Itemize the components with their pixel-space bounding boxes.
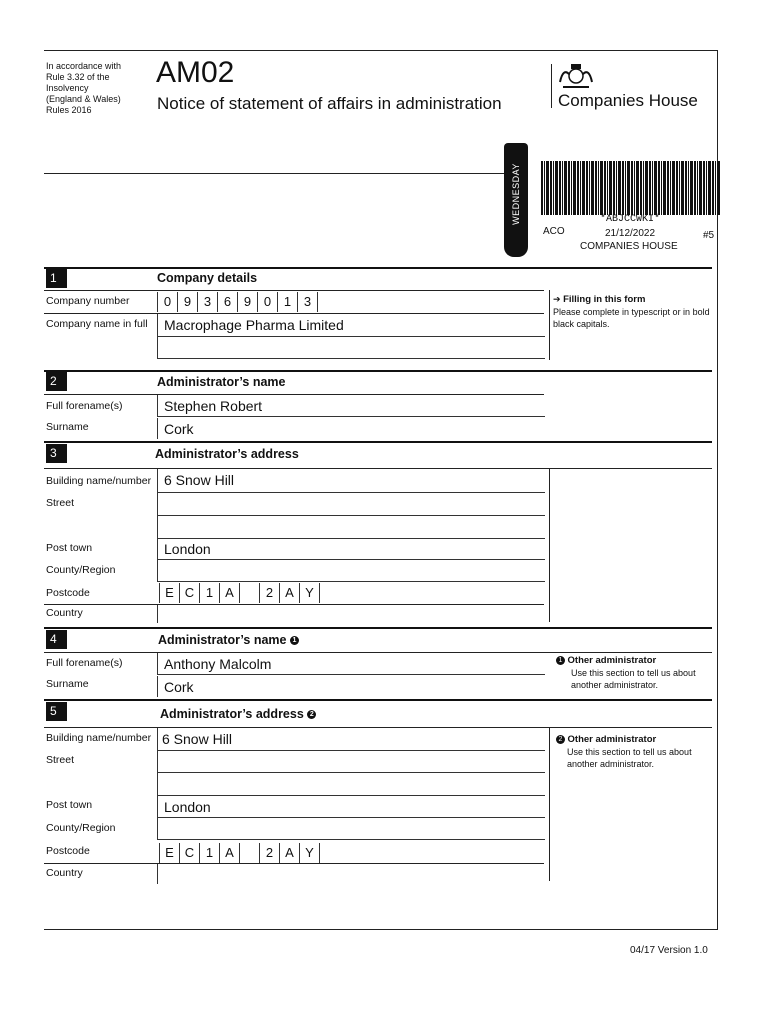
- county-field-2[interactable]: [157, 818, 545, 840]
- postcode-char: 1: [199, 843, 219, 863]
- country-field[interactable]: [157, 605, 545, 623]
- section-3-note-divider: [549, 468, 550, 622]
- street-field-4[interactable]: [157, 773, 545, 796]
- street-field[interactable]: [157, 493, 545, 516]
- country-label-2: Country: [46, 867, 83, 879]
- postcode-field-2[interactable]: [159, 843, 320, 863]
- section-2-title: Administrator’s name: [157, 375, 286, 389]
- county-label-2: County/Region: [46, 822, 116, 834]
- surname-field-2[interactable]: [157, 676, 545, 697]
- section-3-title: Administrator’s address: [155, 447, 299, 461]
- street-label-2: Street: [46, 754, 75, 766]
- forename-label-2: Full forename(s): [46, 657, 123, 669]
- section-2-rule: [44, 370, 712, 372]
- town-label-2: Post town: [46, 799, 93, 811]
- barcode-id: *ABJCCWKI*: [600, 214, 661, 225]
- company-name-field-2[interactable]: [157, 337, 545, 359]
- section-4-title: [158, 633, 299, 647]
- section-3-number: 3: [46, 444, 67, 463]
- company-number-digit: 3: [297, 292, 318, 312]
- section-1-rule: [44, 267, 712, 269]
- authority-name: Companies House: [558, 91, 698, 110]
- section-4-rule: [44, 627, 712, 629]
- other-admin-note-1-text: Use this section to tell us about another administrator.: [571, 668, 696, 690]
- section-2-number: 2: [46, 372, 67, 391]
- postcode-char: [239, 583, 259, 603]
- town-value-2: London: [164, 799, 211, 815]
- company-name-field[interactable]: [157, 314, 545, 337]
- day-stamp-text: WEDNESDAY: [511, 163, 521, 225]
- surname-label-2: Surname: [46, 678, 89, 690]
- town-value: London: [164, 541, 211, 557]
- surname-label: Surname: [46, 421, 89, 433]
- stamp-office: ACO: [543, 226, 565, 237]
- section-5-title: [160, 707, 316, 721]
- town-label: Post town: [46, 542, 93, 554]
- postcode-char: A: [279, 583, 299, 603]
- company-number-digit: 1: [277, 292, 297, 312]
- company-number-digit: 9: [237, 292, 257, 312]
- rule-note: In accordance with Rule 3.32 of the Insolvency (England & Wales) Rules 2016: [46, 61, 122, 115]
- building-field-2[interactable]: [157, 728, 545, 751]
- company-number-digit: 6: [217, 292, 237, 312]
- section-5-title-text: Administrator’s address: [160, 707, 304, 721]
- postcode-char: 2: [259, 583, 279, 603]
- company-name-value: Macrophage Pharma Limited: [164, 317, 344, 333]
- company-number-digit: 0: [257, 292, 277, 312]
- arrow-right-icon: ➔: [553, 294, 561, 304]
- forename-value: Stephen Robert: [164, 398, 263, 414]
- other-admin-note-2-text: Use this section to tell us about another administrator.: [567, 747, 692, 769]
- section-5-number: 5: [46, 702, 67, 721]
- info-icon: 2: [307, 710, 316, 719]
- section-5-rule: [44, 699, 712, 701]
- day-stamp: [504, 143, 528, 257]
- info-icon: 1: [556, 656, 565, 665]
- county-label: County/Region: [46, 564, 116, 576]
- other-admin-note-1-title: Other administrator: [567, 655, 657, 666]
- section-4-title-text: Administrator’s name: [158, 633, 287, 647]
- top-border: [44, 50, 718, 51]
- postcode-char: 1: [199, 583, 219, 603]
- postcode-char: Y: [299, 583, 320, 603]
- form-title: Notice of statement of affairs in administration: [157, 94, 502, 113]
- town-field[interactable]: [157, 539, 545, 560]
- note-divider: [549, 290, 550, 360]
- street-field-3[interactable]: [157, 751, 545, 773]
- forename-field[interactable]: [157, 395, 545, 417]
- royal-crest-icon: [557, 60, 595, 90]
- bottom-border: [44, 929, 718, 930]
- surname-field[interactable]: [157, 418, 545, 439]
- other-admin-note-2: [556, 733, 708, 770]
- filling-note: [553, 293, 711, 330]
- postcode-char: Y: [299, 843, 320, 863]
- postcode-char: E: [159, 583, 179, 603]
- section-4-number: 4: [46, 630, 67, 649]
- company-number-digit: 9: [177, 292, 197, 312]
- stamp-receiver: COMPANIES HOUSE: [580, 241, 678, 252]
- postcode-char: C: [179, 583, 199, 603]
- company-number-label: Company number: [46, 295, 130, 307]
- forename-label: Full forename(s): [46, 400, 123, 412]
- postcode-char: C: [179, 843, 199, 863]
- postcode-char: A: [279, 843, 299, 863]
- postcode-char: E: [159, 843, 179, 863]
- county-field[interactable]: [157, 560, 545, 582]
- country-label: Country: [46, 607, 83, 619]
- building-label: Building name/number: [46, 475, 152, 487]
- header-divider: [551, 64, 552, 108]
- section-3-rule: [44, 441, 712, 443]
- building-value-2: 6 Snow Hill: [162, 731, 233, 747]
- building-value: 6 Snow Hill: [164, 472, 235, 488]
- filling-note-title: Filling in this form: [563, 294, 646, 305]
- section-1-title: Company details: [157, 271, 258, 285]
- building-field[interactable]: [157, 469, 545, 493]
- section-5-note-divider: [549, 727, 550, 881]
- street-label: Street: [46, 497, 75, 509]
- postcode-label: Postcode: [46, 587, 90, 599]
- info-icon: 2: [556, 735, 565, 744]
- stamp-ref: #5: [703, 230, 715, 241]
- company-number-field[interactable]: [157, 292, 318, 312]
- header-rule: [44, 173, 506, 174]
- other-admin-note-2-title: Other administrator: [567, 734, 657, 745]
- country-field-2[interactable]: [157, 864, 545, 884]
- form-version: 04/17 Version 1.0: [630, 945, 708, 956]
- postcode-char: A: [219, 583, 239, 603]
- form-code: AM02: [156, 56, 235, 89]
- forename-value-2: Anthony Malcolm: [164, 656, 272, 672]
- stamp-date: 21/12/2022: [605, 228, 656, 239]
- section-1-subrule: [44, 290, 544, 291]
- building-label-2: Building name/number: [46, 732, 152, 744]
- surname-value-2: Cork: [164, 679, 194, 695]
- surname-value: Cork: [164, 421, 194, 437]
- other-admin-note-1: [556, 654, 708, 691]
- postcode-char: [239, 843, 259, 863]
- postcode-label-2: Postcode: [46, 845, 90, 857]
- info-icon: 1: [290, 636, 299, 645]
- section-1-number: 1: [46, 269, 67, 288]
- street-field-2[interactable]: [157, 516, 545, 539]
- company-number-digit: 3: [197, 292, 217, 312]
- postcode-field[interactable]: [159, 583, 320, 603]
- town-field-2[interactable]: [157, 796, 545, 818]
- postcode-char: 2: [259, 843, 279, 863]
- barcode-icon: [541, 161, 721, 215]
- company-name-label: Company name in full: [46, 318, 148, 330]
- filling-note-text: Please complete in typescript or in bold black capitals.: [553, 307, 710, 329]
- forename-field-2[interactable]: [157, 653, 545, 675]
- postcode-char: A: [219, 843, 239, 863]
- company-number-digit: 0: [157, 292, 177, 312]
